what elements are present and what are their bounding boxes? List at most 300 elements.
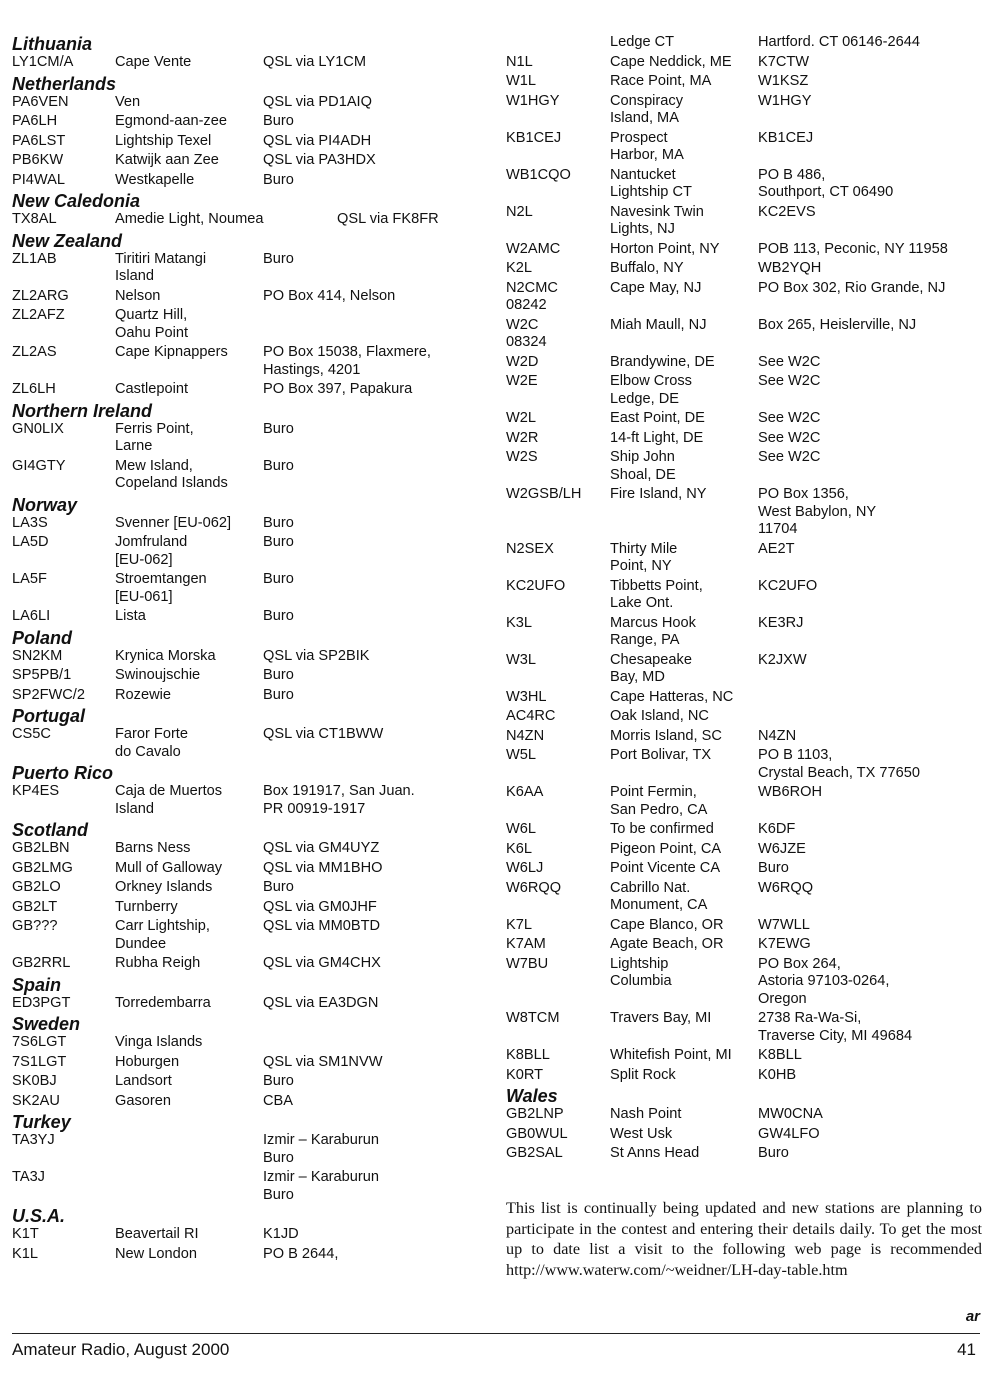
callsign: SP5PB/1 — [12, 667, 72, 683]
qsl-info: WB6ROH — [758, 784, 823, 800]
location: Vinga Islands — [115, 1034, 203, 1050]
qsl-info: See W2C — [758, 449, 821, 465]
station-row — [506, 34, 986, 52]
callsign: LA6LI — [12, 608, 51, 624]
qsl-info: Buro — [263, 686, 294, 703]
callsign: PA6VEN — [12, 93, 69, 110]
qsl-info: PO Box 1356, West Babylon, NY 11704 — [758, 486, 877, 537]
location: Ledge CT — [610, 34, 675, 50]
callsign: GB0WUL — [506, 1125, 568, 1142]
callsign: AC4RC — [506, 708, 556, 724]
qsl-info: KC2EVS — [758, 203, 816, 220]
location: Castlepoint — [115, 381, 189, 397]
callsign: ED3PGT — [12, 994, 71, 1011]
qsl-info: W6RQQ — [758, 879, 814, 896]
callsign: N2CMC 08242 — [506, 279, 558, 313]
callsign: GB2LO — [12, 879, 61, 895]
qsl-info: PO Box 302, Rio Grande, NJ — [758, 279, 946, 296]
station-row — [506, 541, 986, 576]
station-row — [12, 1073, 482, 1091]
callsign: WB1CQO — [506, 166, 571, 183]
location: Amedie Light, Noumea — [115, 211, 264, 227]
qsl-info: QSL via GM4UYZ — [263, 840, 380, 856]
qsl-info: K8BLL — [758, 1047, 802, 1063]
qsl-info — [758, 708, 986, 726]
station-row — [12, 534, 482, 569]
qsl-info: AE2T — [758, 540, 795, 557]
location: Svenner [EU-062] — [115, 514, 232, 531]
callsign: ZL6LH — [12, 381, 56, 397]
country-heading: Poland — [12, 627, 73, 648]
qsl-info: PO B 486, Southport, CT 06490 — [758, 166, 894, 200]
qsl-info: QSL via LY1CM — [263, 54, 367, 70]
station-row — [12, 152, 482, 170]
callsign: SN2KM — [12, 647, 63, 664]
station-row — [12, 421, 482, 456]
callsign: W2R — [506, 429, 539, 446]
qsl-info: PO Box 414, Nelson — [263, 287, 396, 304]
qsl-info: QSL via FK8FR — [337, 211, 439, 227]
callsign: W6L — [506, 821, 537, 837]
callsign: N2L — [506, 203, 533, 220]
qsl-info: Buro — [263, 608, 294, 624]
callsign: W2E — [506, 373, 538, 389]
callsign: W5L — [506, 747, 537, 763]
country-heading: Sweden — [12, 1014, 81, 1034]
location: Hoburgen — [115, 1053, 180, 1070]
country-heading: Northern Ireland — [12, 400, 153, 421]
callsign: W8TCM — [506, 1010, 560, 1026]
callsign: LA5F — [12, 571, 47, 587]
station-row — [506, 936, 986, 954]
qsl-info: See W2C — [758, 429, 821, 446]
location: New London — [115, 1245, 197, 1262]
location: St Anns Head — [610, 1145, 700, 1161]
callsign: N1L — [506, 53, 533, 70]
location: Brandywine, DE — [610, 353, 715, 370]
location: Cape Kipnappers — [115, 344, 228, 360]
location: Stroemtangen [EU-061] — [115, 571, 207, 605]
qsl-info: Buro — [263, 534, 294, 550]
station-row — [12, 288, 482, 306]
location: Ship John Shoal, DE — [610, 449, 676, 483]
qsl-info: Izmir – Karaburun Buro — [263, 1169, 379, 1203]
qsl-info: K0HB — [758, 1066, 797, 1083]
station-row — [12, 251, 482, 286]
callsign: SK2AU — [12, 1092, 60, 1109]
callsign: K2L — [506, 260, 532, 276]
location: Cabrillo Nat. Monument, CA — [610, 879, 708, 913]
qsl-info: W1KSZ — [758, 73, 809, 89]
station-row — [506, 241, 986, 259]
location: Split Rock — [610, 1066, 676, 1083]
qsl-info: Buro — [758, 1145, 789, 1161]
qsl-info: QSL via GM0JHF — [263, 898, 377, 915]
location: Oak Island, NC — [610, 708, 709, 724]
station-row — [506, 578, 986, 613]
location: Katwijk aan Zee — [115, 152, 219, 168]
qsl-info: W6JZE — [758, 840, 806, 857]
station-row — [506, 728, 986, 746]
qsl-info: WB2YQH — [758, 260, 822, 276]
country-heading: New Zealand — [12, 230, 123, 251]
station-row — [506, 652, 986, 687]
location: Gasoren — [115, 1092, 171, 1109]
location: Tiritiri Matangi Island — [115, 250, 207, 284]
callsign: W1L — [506, 73, 537, 89]
qsl-info: Buro — [263, 250, 294, 267]
location: Navesink Twin Lights, NJ — [610, 203, 704, 237]
qsl-info: Buro — [263, 514, 294, 531]
location: Race Point, MA — [610, 73, 712, 89]
qsl-info: K7EWG — [758, 936, 811, 952]
location: Egmond-aan-zee — [115, 113, 227, 129]
callsign: K1L — [12, 1245, 38, 1262]
callsign: 7S1LGT — [12, 1053, 67, 1070]
qsl-info: QSL via CT1BWW — [263, 726, 384, 742]
station-row — [12, 133, 482, 151]
qsl-info: Buro — [263, 113, 294, 129]
qsl-info: W1HGY — [758, 92, 812, 109]
qsl-info: Buro — [263, 171, 294, 188]
qsl-info: QSL via PI4ADH — [263, 132, 372, 149]
qsl-info: QSL via PA3HDX — [263, 152, 376, 168]
location: Caja de Muertos Island — [115, 783, 223, 817]
qsl-info: Buro — [758, 860, 789, 876]
country-heading: Puerto Rico — [12, 763, 114, 783]
location: Elbow Cross Ledge, DE — [610, 373, 692, 407]
location: Swinoujschie — [115, 667, 201, 683]
callsign: CS5C — [12, 726, 51, 742]
qsl-info: Buro — [263, 457, 294, 474]
qsl-info: Box 191917, San Juan. PR 00919-1917 — [263, 783, 415, 817]
location: Faror Forte do Cavalo — [115, 726, 188, 760]
station-row — [12, 571, 482, 606]
qsl-info: Buro — [263, 571, 294, 587]
qsl-info — [263, 307, 482, 342]
location: Westkapelle — [115, 171, 195, 188]
station-row — [12, 211, 482, 229]
qsl-info: PO Box 397, Papakura — [263, 381, 413, 397]
country-heading: Netherlands — [12, 73, 117, 94]
station-row — [506, 1106, 986, 1124]
location: Jomfruland [EU-062] — [115, 534, 188, 568]
location: Lista — [115, 608, 146, 624]
station-row — [12, 608, 482, 626]
callsign: K8BLL — [506, 1047, 550, 1063]
location: Morris Island, SC — [610, 727, 722, 744]
qsl-info: QSL via MM0BTD — [263, 918, 381, 934]
qsl-info: PO B 1103, Crystal Beach, TX 77650 — [758, 747, 920, 781]
qsl-info: POB 113, Peconic, NY 11958 — [758, 240, 948, 257]
country-heading: Lithuania — [12, 34, 92, 54]
callsign: K7AM — [506, 936, 546, 952]
location: Cape Neddick, ME — [610, 53, 732, 70]
callsign: LY1CM/A — [12, 54, 74, 70]
station-row — [12, 381, 482, 399]
location: Orkney Islands — [115, 879, 213, 895]
country-heading: Portugal — [12, 706, 86, 726]
station-row — [12, 918, 482, 953]
station-row — [12, 515, 482, 533]
qsl-info: Buro — [263, 1073, 294, 1089]
callsign: SP2FWC/2 — [12, 686, 85, 703]
callsign: N4ZN — [506, 727, 545, 744]
callsign: TX8AL — [12, 211, 57, 227]
qsl-info: K7CTW — [758, 53, 810, 70]
update-note: This list is continually being updated and new stations are planning to participate in the contest and entering their details daily. To get the most up to date list a visit to the following web page is recommended http://www.waterw.com/~weidner/LH-day-table.htm — [506, 1199, 982, 1279]
qsl-info: PO Box 264, Astoria 97103-0264, Oregon — [758, 955, 890, 1007]
station-row — [12, 1246, 482, 1264]
qsl-info: Buro — [263, 667, 294, 683]
callsign: K0RT — [506, 1066, 544, 1083]
footer-rule — [12, 1333, 980, 1334]
location: Barns Ness — [115, 840, 191, 856]
callsign: KP4ES — [12, 783, 60, 799]
station-row — [12, 726, 482, 761]
location: West Usk — [610, 1125, 673, 1142]
station-row — [12, 344, 482, 379]
callsign: PB6KW — [12, 152, 64, 168]
station-row — [506, 260, 986, 278]
station-row — [506, 410, 986, 428]
location: Fire Island, NY — [610, 486, 707, 502]
station-row — [12, 860, 482, 878]
callsign: K6L — [506, 840, 532, 857]
station-row — [506, 130, 986, 165]
qsl-info: PO Box 15038, Flaxmere, Hastings, 4201 — [263, 344, 431, 378]
callsign: ZL1AB — [12, 250, 57, 267]
station-row — [506, 73, 986, 91]
location: Cape May, NJ — [610, 279, 702, 296]
location: Mull of Galloway — [115, 859, 223, 876]
callsign: PA6LST — [12, 132, 66, 149]
left-column — [12, 34, 482, 1265]
location: Rubha Reigh — [115, 955, 201, 971]
station-row — [12, 307, 482, 342]
callsign: GB2LT — [12, 898, 58, 915]
station-row — [12, 687, 482, 705]
station-row — [506, 449, 986, 484]
station-row — [506, 860, 986, 878]
qsl-info: See W2C — [758, 373, 821, 389]
station-row — [12, 648, 482, 666]
station-row — [12, 667, 482, 685]
location: Ven — [115, 93, 141, 110]
callsign: GI4GTY — [12, 457, 66, 474]
station-row — [506, 784, 986, 819]
country-heading: U.S.A. — [12, 1206, 66, 1226]
callsign: K3L — [506, 614, 532, 631]
station-row — [506, 280, 986, 315]
location: East Point, DE — [610, 410, 705, 426]
station-row — [506, 373, 986, 408]
location: Ferris Point, Larne — [115, 420, 194, 454]
location: Nelson — [115, 287, 161, 304]
qsl-info — [758, 689, 986, 707]
country-heading: Spain — [12, 974, 62, 995]
station-row — [12, 879, 482, 897]
qsl-info: See W2C — [758, 410, 821, 426]
location: Mew Island, Copeland Islands — [115, 457, 228, 491]
location: Nantucket Lightship CT — [610, 166, 692, 200]
location: Cape Hatteras, NC — [610, 688, 734, 705]
location: Quartz Hill, Oahu Point — [115, 307, 189, 341]
station-row — [506, 317, 986, 352]
callsign: K7L — [506, 916, 532, 933]
callsign: W1HGY — [506, 92, 560, 109]
qsl-info: CBA — [263, 1092, 294, 1109]
location: Agate Beach, OR — [610, 936, 724, 952]
location — [115, 1132, 263, 1167]
location: 14-ft Light, DE — [610, 429, 704, 446]
country-heading: New Caledonia — [12, 191, 141, 211]
location: Beavertail RI — [115, 1226, 199, 1242]
location: Point Fermin, San Pedro, CA — [610, 784, 708, 818]
callsign: PA6LH — [12, 113, 58, 129]
location: Chesapeake Bay, MD — [610, 651, 692, 685]
callsign: W2D — [506, 353, 539, 370]
location: Landsort — [115, 1073, 172, 1089]
station-row — [12, 94, 482, 112]
qsl-info — [263, 1034, 482, 1052]
qsl-info: W7WLL — [758, 916, 810, 933]
location: Port Bolivar, TX — [610, 747, 712, 763]
location: Cape Blanco, OR — [610, 916, 724, 933]
callsign: ZL2ARG — [12, 287, 69, 304]
end-mark: ar — [965, 1308, 980, 1325]
qsl-info: QSL via PD1AIQ — [263, 93, 372, 110]
callsign — [506, 34, 610, 52]
station-row — [12, 1034, 482, 1052]
qsl-info: QSL via MM1BHO — [263, 859, 383, 876]
station-row — [506, 167, 986, 202]
station-row — [12, 840, 482, 858]
callsign: GB2LMG — [12, 859, 73, 876]
page-number: 41 — [957, 1340, 976, 1359]
callsign: TA3J — [12, 1169, 45, 1185]
station-row — [506, 354, 986, 372]
qsl-info: Buro — [263, 879, 294, 895]
location: Tibbetts Point, Lake Ont. — [610, 577, 703, 611]
location: Conspiracy Island, MA — [610, 92, 683, 126]
station-row — [506, 615, 986, 650]
location: Rozewie — [115, 686, 171, 703]
station-row — [506, 430, 986, 448]
station-row — [12, 1132, 482, 1167]
station-row — [506, 917, 986, 935]
qsl-info: QSL via SP2BIK — [263, 647, 370, 664]
qsl-info: Buro — [263, 420, 294, 437]
country-heading: Scotland — [12, 820, 89, 840]
location: Prospect Harbor, MA — [610, 129, 684, 163]
station-row — [12, 1169, 482, 1204]
station-row — [506, 747, 986, 782]
location: Pigeon Point, CA — [610, 840, 722, 857]
qsl-info: PO B 2644, — [263, 1245, 339, 1262]
station-row — [506, 821, 986, 839]
location: Whitefish Point, MI — [610, 1047, 732, 1063]
callsign: ZL2AFZ — [12, 307, 65, 323]
callsign: W6LJ — [506, 860, 544, 876]
footer-title: Amateur Radio, August 2000 — [12, 1340, 230, 1359]
location: Cape Vente — [115, 54, 192, 70]
callsign: ZL2AS — [12, 344, 57, 360]
callsign: GB2RRL — [12, 955, 71, 971]
station-row — [506, 880, 986, 915]
qsl-info: MW0CNA — [758, 1106, 823, 1122]
location: Lightship Columbia — [610, 955, 672, 989]
qsl-info: GW4LFO — [758, 1125, 820, 1142]
location: Point Vicente CA — [610, 860, 721, 876]
country-heading: Norway — [12, 494, 78, 515]
callsign: K1T — [12, 1226, 39, 1242]
callsign: K6AA — [506, 784, 544, 800]
qsl-info: Hartford. CT 06146-2644 — [758, 34, 920, 50]
qsl-info: Box 265, Heislerville, NJ — [758, 316, 917, 333]
location: Krynica Morska — [115, 647, 216, 664]
qsl-info: See W2C — [758, 353, 821, 370]
qsl-info: Izmir – Karaburun Buro — [263, 1132, 379, 1166]
callsign: GN0LIX — [12, 420, 64, 437]
qsl-info: K2JXW — [758, 651, 807, 668]
callsign: W3L — [506, 651, 537, 668]
station-row — [12, 1054, 482, 1072]
location: To be confirmed — [610, 821, 714, 837]
station-row — [12, 783, 482, 818]
callsign: W3HL — [506, 688, 547, 705]
location — [115, 1169, 263, 1204]
callsign: 7S6LGT — [12, 1034, 67, 1050]
location: Lightship Texel — [115, 132, 212, 149]
station-row — [12, 899, 482, 917]
station-row — [12, 1093, 482, 1111]
callsign: W2S — [506, 449, 538, 465]
station-row — [506, 1067, 986, 1085]
station-row — [12, 172, 482, 190]
qsl-info: K6DF — [758, 821, 796, 837]
station-row — [506, 93, 986, 128]
location: Nash Point — [610, 1106, 682, 1122]
station-row — [506, 1126, 986, 1144]
location: Miah Maull, NJ — [610, 316, 707, 333]
qsl-info: KB1CEJ — [758, 129, 814, 146]
country-heading: Wales — [506, 1086, 558, 1106]
callsign: GB2LBN — [12, 840, 70, 856]
station-row — [12, 1226, 482, 1244]
callsign: W2C 08324 — [506, 316, 547, 350]
callsign: LA5D — [12, 534, 49, 550]
callsign: LA3S — [12, 514, 48, 531]
callsign: SK0BJ — [12, 1073, 57, 1089]
callsign: W2GSB/LH — [506, 486, 582, 502]
qsl-info: N4ZN — [758, 727, 797, 744]
callsign: KB1CEJ — [506, 129, 562, 146]
qsl-info: QSL via SM1NVW — [263, 1053, 383, 1070]
station-row — [12, 955, 482, 973]
qsl-info: KE3RJ — [758, 614, 804, 631]
qsl-info: K1JD — [263, 1226, 299, 1242]
station-row — [506, 486, 986, 539]
qsl-info: KC2UFO — [758, 577, 818, 594]
location: Travers Bay, MI — [610, 1010, 712, 1026]
station-row — [506, 956, 986, 1009]
station-row — [12, 113, 482, 131]
callsign: W6RQQ — [506, 879, 562, 896]
location: Torredembarra — [115, 994, 211, 1011]
station-row — [12, 54, 482, 72]
qsl-info: 2738 Ra-Wa-Si, Traverse City, MI 49684 — [758, 1010, 913, 1044]
